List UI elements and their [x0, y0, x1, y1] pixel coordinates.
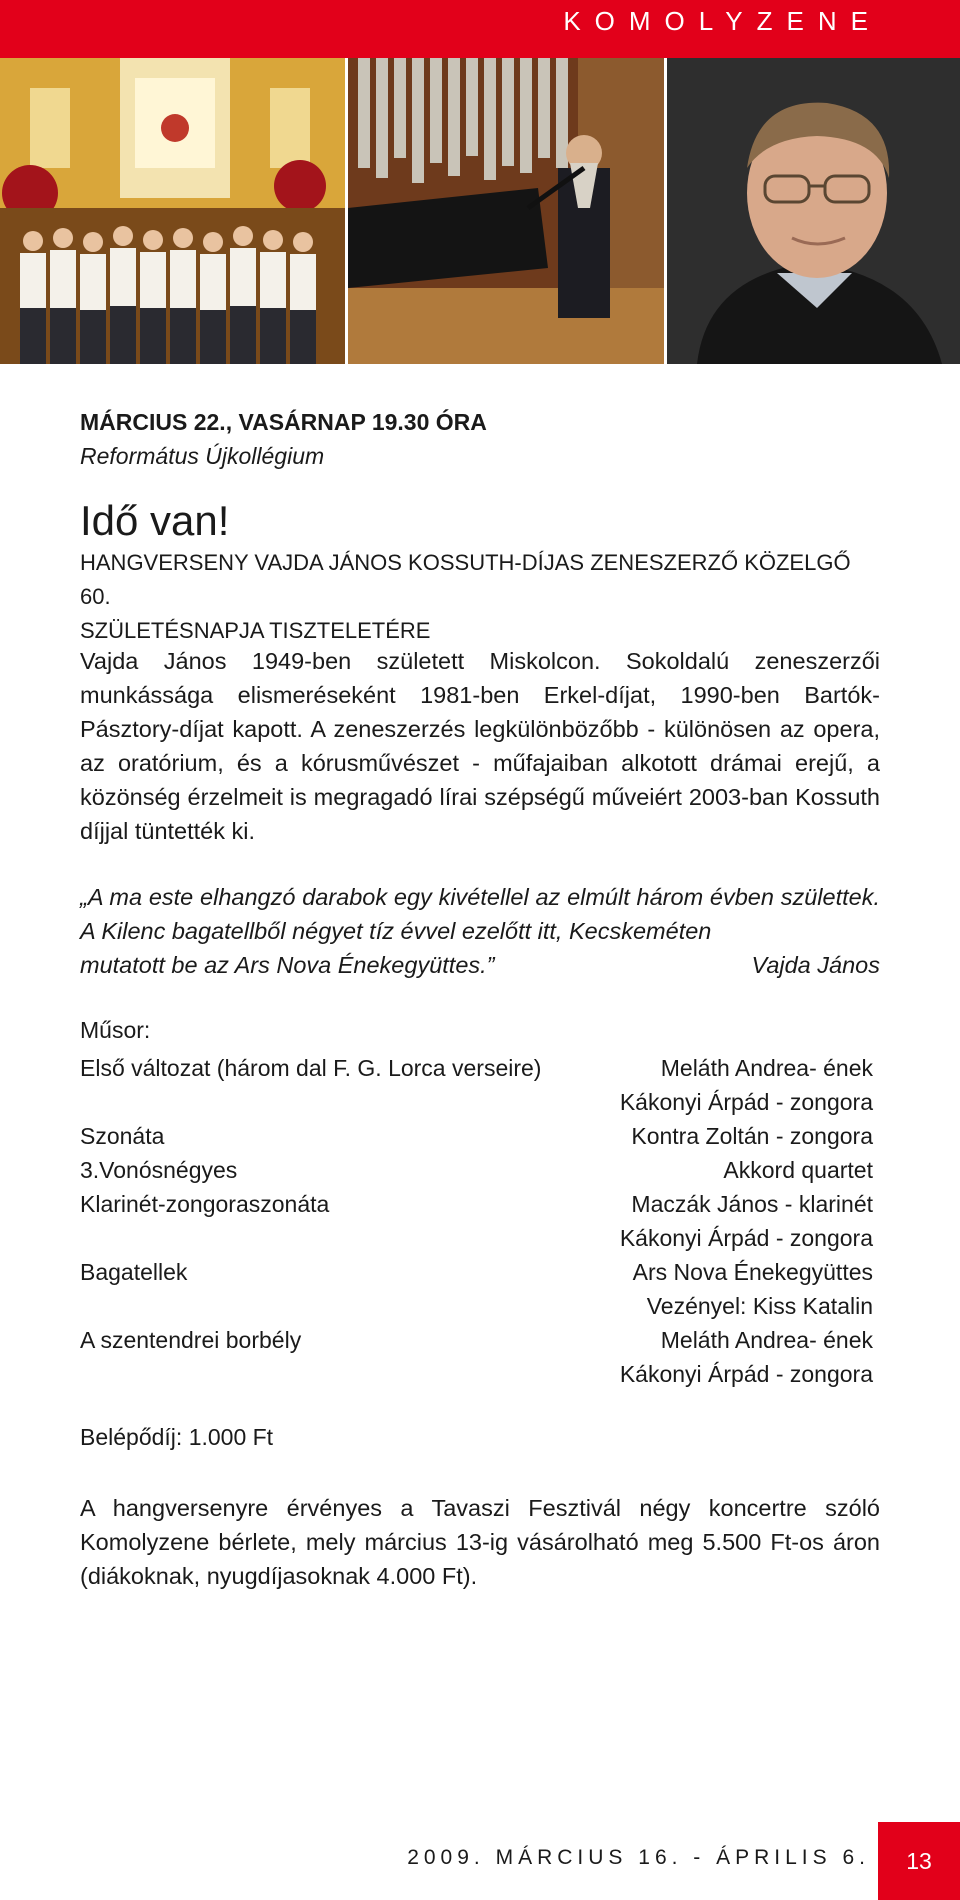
- composer-quote: [80, 880, 880, 982]
- program-row: [80, 1221, 873, 1255]
- entry-fee: Belépődíj: 1.000 Ft: [80, 1424, 274, 1450]
- header-band: [0, 0, 960, 58]
- quote-last-line: [80, 948, 880, 982]
- program-performer: Ars Nova Énekegyüttes: [632, 1259, 873, 1285]
- program-performer: Kákonyi Árpád - zongora: [619, 1361, 873, 1387]
- quote-ending: mutatott be az Ars Nova Énekegyüttes.”: [80, 952, 495, 978]
- program-row: [80, 1051, 873, 1085]
- program-performer: Kákonyi Árpád - zongora: [619, 1225, 873, 1251]
- program-performer: Kontra Zoltán - zongora: [631, 1123, 873, 1149]
- program-row: [80, 1255, 873, 1289]
- program-list: [80, 1051, 873, 1391]
- program-performer: Maczák János - klarinét: [631, 1191, 873, 1217]
- program-performer: Vezényel: Kiss Katalin: [646, 1293, 873, 1319]
- program-piece: Szonáta: [80, 1123, 165, 1149]
- festival-dates: 2009. MÁRCIUS 16. - ÁPRILIS 6.: [407, 1846, 870, 1869]
- program-performer: Meláth Andrea- ének: [660, 1327, 873, 1353]
- subtitle-line-2: SZÜLETÉSNAPJA TISZTELETÉRE: [80, 618, 431, 643]
- program-row: [80, 1357, 873, 1391]
- event-subtitle: [80, 546, 880, 648]
- program-row: [80, 1187, 873, 1221]
- program-row: [80, 1153, 873, 1187]
- event-title: Idő van!: [80, 497, 230, 544]
- program-performer: Akkord quartet: [723, 1157, 873, 1183]
- choir-photo: [0, 58, 345, 364]
- clarinet-player-photo: [348, 58, 664, 364]
- subtitle-line-1: HANGVERSENY VAJDA JÁNOS KOSSUTH-DÍJAS ZENESZERZŐ KÖZELGŐ 60.: [80, 550, 851, 609]
- composer-portrait-photo: [667, 58, 960, 364]
- event-venue: Református Újkollégium: [80, 443, 325, 469]
- event-date: MÁRCIUS 22., VASÁRNAP 19.30 ÓRA: [80, 409, 487, 435]
- season-ticket-note: A hangversenyre érvényes a Tavaszi Fesztivál négy koncertre szóló Komolyzene bérlete, mely március 13-ig vásárolható meg 5.500 Ft-os áron (diákoknak, nyugdíjasoknak 4.000 Ft).: [80, 1495, 880, 1589]
- program-performer: Kákonyi Árpád - zongora: [619, 1089, 873, 1115]
- composer-bio: Vajda János 1949-ben született Miskolcon. Sokoldalú zeneszerzői munkássága elismeréseként 1981-ben Erkel-díjat, 1990-ben Bartók-Pásztory-díjat kapott. A zeneszerzés legkülönbözőbb - különösen az opera, az oratórium, és a kórusművészet - műfajaiban alkotott drámai erejű, a közönség érzelmeit is megragadó lírai szépségű műveiért 2003-ban Kossuth díjjal tüntették ki.: [80, 648, 880, 844]
- page-number: 13: [878, 1822, 960, 1900]
- program-piece: Bagatellek: [80, 1259, 188, 1285]
- program-piece: 3.Vonósnégyes: [80, 1157, 238, 1183]
- program-piece: Klarinét-zongoraszonáta: [80, 1191, 330, 1217]
- quote-text: „A ma este elhangzó darabok egy kivétellel az elmúlt három évben születtek. A Kilenc bagatellből négyet tíz évvel ezelőtt itt, Kecskeméten: [80, 884, 880, 944]
- program-piece: Első változat (három dal F. G. Lorca verseire): [80, 1055, 542, 1081]
- program-label: Műsor:: [80, 1017, 151, 1043]
- program-row: [80, 1323, 873, 1357]
- program-row: [80, 1289, 873, 1323]
- program-piece: A szentendrei borbély: [80, 1327, 302, 1353]
- program-row: [80, 1085, 873, 1119]
- program-row: [80, 1119, 873, 1153]
- section-title: KOMOLYZENE: [563, 6, 882, 36]
- program-performer: Meláth Andrea- ének: [660, 1055, 873, 1081]
- quote-author: Vajda János: [751, 952, 880, 978]
